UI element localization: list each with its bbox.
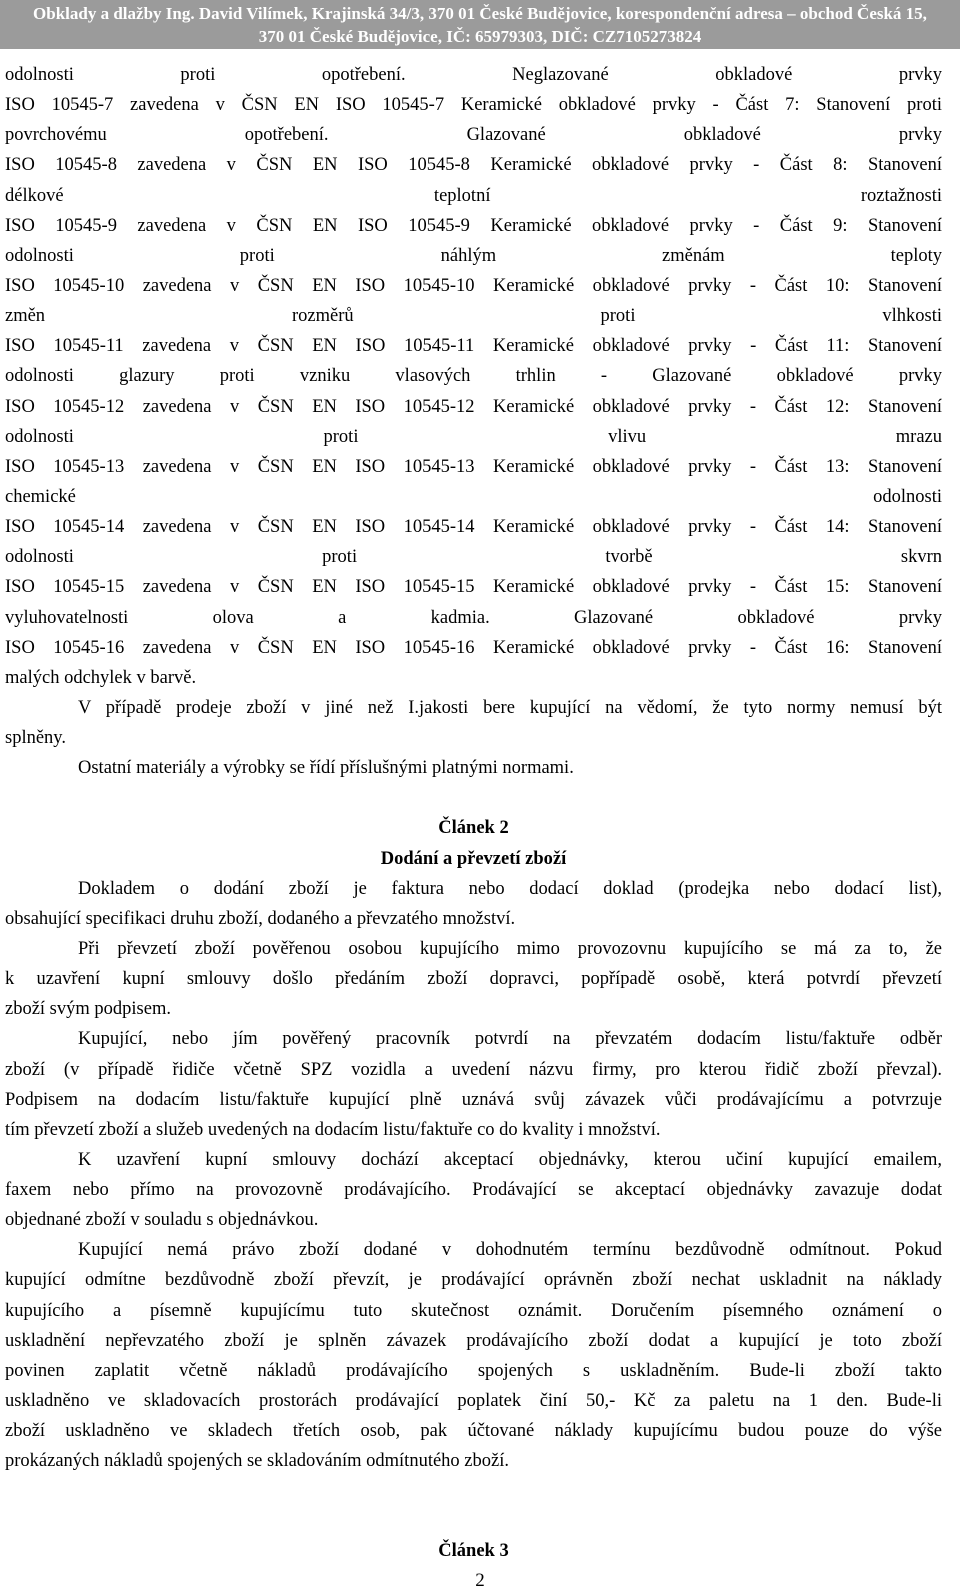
article-2-body <box>5 874 942 1477</box>
paragraph-line: kupující odmítne bezdůvodně zboží převzít, je prodávající oprávněn zboží nechat uskladnit na náklady <box>5 1270 942 1291</box>
article-2-paragraph <box>5 1235 942 1476</box>
article-2-paragraph <box>5 1145 942 1235</box>
page-header <box>0 0 960 49</box>
paragraph-line: kupujícího a písemně kupujícímu tuto skutečnost oznámit. Doručením písemného oznámení o <box>5 1300 942 1321</box>
standards-line: Ostatní materiály a výrobky se řídí příslušnými platnými normami. <box>78 758 574 779</box>
paragraph-line: povinen zaplatit včetně nákladů prodávajícího spojených s uskladněním. Bude-li zboží takto <box>5 1360 942 1381</box>
standards-line: odolnosti proti náhlým změnám teploty <box>5 245 942 266</box>
paragraph-line: zboží svým podpisem. <box>5 999 171 1020</box>
paragraph-line: zboží uskladněno ve skladech třetích osob, pak účtované náklady kupujícímu budou pouze do výše <box>5 1421 942 1442</box>
header-line-2: 370 01 České Budějovice, IČ: 65979303, DIČ: CZ7105273824 <box>258 27 702 46</box>
paragraph-line: Podpisem na dodacím listu/faktuře kupující plně uznává svůj závazek vůči prodávajícímu a potvrzuje <box>5 1089 942 1110</box>
standards-line: ISO 10545-13 zavedena v ČSN EN ISO 10545-13 Keramické obkladové prvky - Část 13: Stanovení <box>5 456 942 477</box>
standards-line: ISO 10545-11 zavedena v ČSN EN ISO 10545-11 Keramické obkladové prvky - Část 11: Stanovení <box>5 336 942 357</box>
paragraph-line: K uzavření kupní smlouvy dochází akceptací objednávky, kterou učiní kupující emailem, <box>78 1149 942 1170</box>
standards-line: odolnosti glazury proti vzniku vlasových trhlin - Glazované obkladové prvky <box>5 366 942 387</box>
standards-line: V případě prodeje zboží v jiné než I.jakosti bere kupující na vědomí, že tyto normy nemusí být <box>78 697 942 718</box>
spacer <box>5 1476 942 1536</box>
standards-line: ISO 10545-14 zavedena v ČSN EN ISO 10545-14 Keramické obkladové prvky - Část 14: Stanovení <box>5 517 942 538</box>
standards-line: ISO 10545-8 zavedena v ČSN EN ISO 10545-8 Keramické obkladové prvky - Část 8: Stanovení <box>5 155 942 176</box>
standards-line: malých odchylek v barvě. <box>5 667 197 688</box>
article-2-subheading: Dodání a převzetí zboží <box>380 848 567 869</box>
paragraph-line: faxem nebo přímo na provozovně prodávajícího. Prodávající se akceptací objednávky zavazuje dodat <box>5 1180 942 1201</box>
standards-line: ISO 10545-10 zavedena v ČSN EN ISO 10545-10 Keramické obkladové prvky - Část 10: Stanovení <box>5 275 942 296</box>
standards-line: ISO 10545-15 zavedena v ČSN EN ISO 10545-15 Keramické obkladové prvky - Část 15: Stanovení <box>5 577 942 598</box>
standards-line: odolnosti proti tvorbě skvrn <box>5 547 942 568</box>
standards-line: ISO 10545-9 zavedena v ČSN EN ISO 10545-9 Keramické obkladové prvky - Část 9: Stanovení <box>5 215 942 236</box>
paragraph-line: prokázaných nákladů spojených se skladováním odmítnutého zboží. <box>5 1451 509 1472</box>
standards-line: ISO 10545-7 zavedena v ČSN EN ISO 10545-7 Keramické obkladové prvky - Část 7: Stanovení proti <box>5 95 942 116</box>
standards-line: vyluhovatelnosti olova a kadmia. Glazované obkladové prvky <box>5 607 942 628</box>
header-line-1: Obklady a dlažby Ing. David Vilímek, Krajinská 34/3, 370 01 České Budějovice, korespondenční adresa – obchod Česká 15, <box>33 4 927 23</box>
paragraph-line: uskladnění nepřevzatého zboží je splněn závazek prodávajícího zboží dodat a kupující je toto zboží <box>5 1330 942 1351</box>
paragraph-line: tím převzetí zboží a služeb uvedených na dodacím listu/faktuře co do kvality i množství. <box>5 1119 661 1140</box>
article-2-paragraph <box>5 874 942 934</box>
paragraph-line: Při převzetí zboží pověřenou osobou kupujícího mimo provozovnu kupujícího se má za to, že <box>78 938 942 959</box>
article-2-paragraph <box>5 934 942 1024</box>
standards-line: odolnosti proti vlivu mrazu <box>5 426 942 447</box>
standards-line: povrchovému opotřebení. Glazované obkladové prvky <box>5 125 942 146</box>
spacer <box>5 783 942 813</box>
article-3-heading: Článek 3 <box>438 1541 509 1562</box>
standards-line: délkové teplotní roztažnosti <box>5 185 942 206</box>
standards-list <box>5 60 942 783</box>
paragraph-line: obsahující specifikaci druhu zboží, dodaného a převzatého množství. <box>5 908 516 929</box>
article-2-heading: Článek 2 <box>438 818 509 839</box>
paragraph-line: Kupující, nebo jím pověřený pracovník potvrdí na převzatém dodacím listu/faktuře odběr <box>78 1029 942 1050</box>
standards-line: splněny. <box>5 728 66 749</box>
standards-line: odolnosti proti opotřebení. Neglazované obkladové prvky <box>5 65 942 85</box>
article-2-paragraph <box>5 1024 942 1145</box>
paragraph-line: k uzavření kupní smlouvy došlo předáním zboží dopravci, popřípadě osobě, která potvrdí převzetí <box>5 969 942 990</box>
document-body <box>5 60 942 1567</box>
paragraph-line: objednané zboží v souladu s objednávkou. <box>5 1210 319 1231</box>
paragraph-line: Dokladem o dodání zboží je faktura nebo dodací doklad (prodejka nebo dodací list), <box>78 878 942 899</box>
standards-line: ISO 10545-12 zavedena v ČSN EN ISO 10545-12 Keramické obkladové prvky - Část 12: Stanovení <box>5 396 942 417</box>
standards-line: ISO 10545-16 zavedena v ČSN EN ISO 10545-16 Keramické obkladové prvky - Část 16: Stanovení <box>5 637 942 658</box>
paragraph-line: Kupující nemá právo zboží dodané v dohodnutém termínu bezdůvodně odmítnout. Pokud <box>78 1240 942 1261</box>
paragraph-line: uskladněno ve skladovacích prostorách prodávající poplatek činí 50,- Kč za paletu na 1 den. Bude-li <box>5 1391 942 1412</box>
standards-line: změn rozměrů proti vlhkosti <box>5 306 942 327</box>
page-number: 2 <box>475 1570 485 1591</box>
paragraph-line: zboží (v případě řidiče včetně SPZ vozidla a uvedení názvu firmy, pro kterou řidič zboží převzal). <box>5 1059 942 1080</box>
standards-line: chemické odolnosti <box>5 486 942 507</box>
